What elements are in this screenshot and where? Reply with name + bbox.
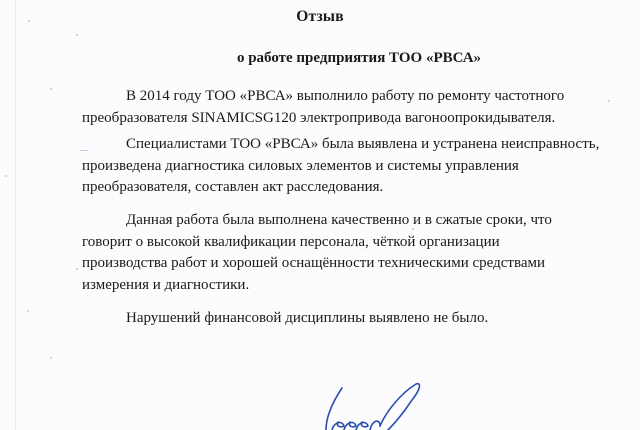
document-title: Отзыв: [296, 8, 344, 25]
scan-speck: [50, 357, 52, 359]
paragraph-line: произведена диагностика силовых элементов и системы управления: [82, 157, 519, 174]
paragraph-line: Нарушений финансовой дисциплины выявлено не было.: [126, 310, 489, 326]
paragraph-quality: [82, 210, 622, 296]
paragraph-repair-work: [82, 86, 622, 129]
paragraph-line: преобразователя, составлен акт расследования.: [82, 179, 384, 195]
scan-speck: [76, 268, 78, 270]
paragraph-line: Специалистами ТОО «РВСА» была выявлена и устранена неисправность,: [126, 136, 600, 152]
signature-icon: [320, 382, 450, 430]
paragraph-line: В 2014 году ТОО «РВСА» выполнило работу по ремонту частотного: [126, 88, 565, 104]
scan-speck: [27, 310, 29, 312]
paragraph-line: говорит о высокой квалификации персонала, чёткой организации: [82, 233, 500, 250]
document-subtitle: о работе предприятия ТОО «РВСА»: [236, 50, 482, 66]
scan-speck: [76, 34, 78, 36]
paragraph-diagnostics: [82, 134, 622, 199]
paragraph-line: производства работ и хорошей оснащённости техническими средствами: [82, 255, 546, 271]
scan-speck: [412, 228, 414, 230]
paragraph-financial: [82, 308, 622, 330]
scan-speck: [5, 175, 7, 177]
scan-speck: [28, 20, 30, 22]
paragraph-line: измерения и диагностики.: [82, 276, 250, 293]
scan-speck: [608, 100, 610, 102]
paragraph-line: преобразователя SINAMICSG120 электропривода вагоноопрокидывателя.: [82, 109, 556, 126]
scan-speck: [80, 150, 88, 151]
scan-speck: [50, 88, 52, 90]
paragraph-line: Данная работа была выполнена качественно и в сжатые сроки, что: [126, 212, 552, 228]
